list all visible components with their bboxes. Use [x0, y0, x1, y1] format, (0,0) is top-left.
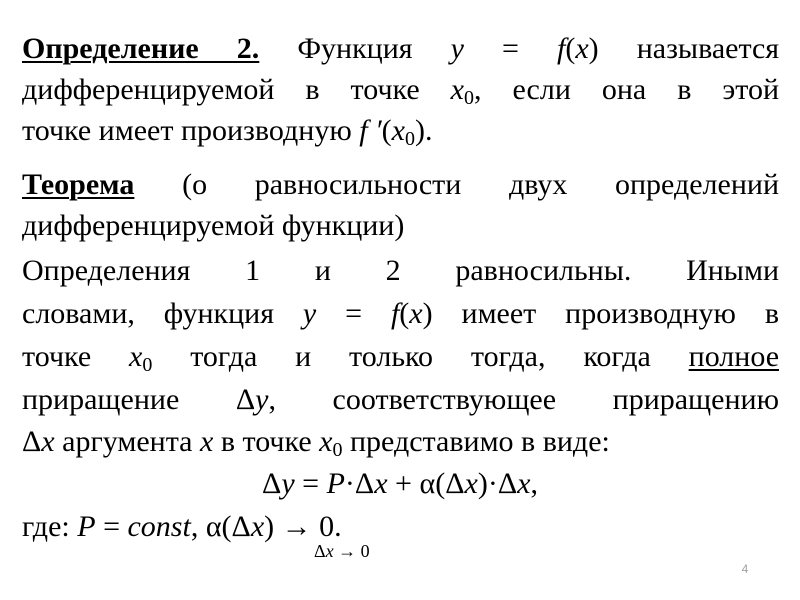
definition-line-1: Определение 2. Функция y = f(x) называется	[22, 32, 780, 65]
theorem-line-4: словами, функция y = f(x) имеет производную в	[22, 297, 780, 330]
theorem-line-2: дифференцируемой функции)	[22, 209, 405, 242]
formula-line: Δy = P·Δx + α(Δx)·Δx,	[262, 467, 538, 500]
definition-line-3: точке имеет производную f $'(x_0)$.	[22, 114, 433, 150]
condition-line: где: P = const, α(Δx) → 0.	[22, 510, 342, 543]
theorem-line-6: приращение Δy, соответствующее приращению	[22, 383, 779, 416]
definition-term: Определение 2.	[22, 32, 260, 65]
underlined-word-full: полное	[688, 340, 780, 373]
theorem-line-1: Теорема (о равносильности двух определений	[22, 168, 780, 201]
theorem-line-5: точке $x_0$ тогда и только тогда, когда полное	[22, 340, 780, 376]
page-number: 4	[741, 562, 749, 576]
theorem-line-7: Δx аргумента x в точке $x_0$ представимо в виде:	[22, 425, 610, 461]
theorem-line-3: Определения 1 и 2 равносильны. Иными	[22, 254, 779, 287]
limit-subscript: Δx → 0	[314, 541, 370, 561]
theorem-term: Теорема	[22, 168, 135, 201]
definition-line-2: дифференцируемой в точке $x_0$, если она в этой	[22, 73, 780, 109]
